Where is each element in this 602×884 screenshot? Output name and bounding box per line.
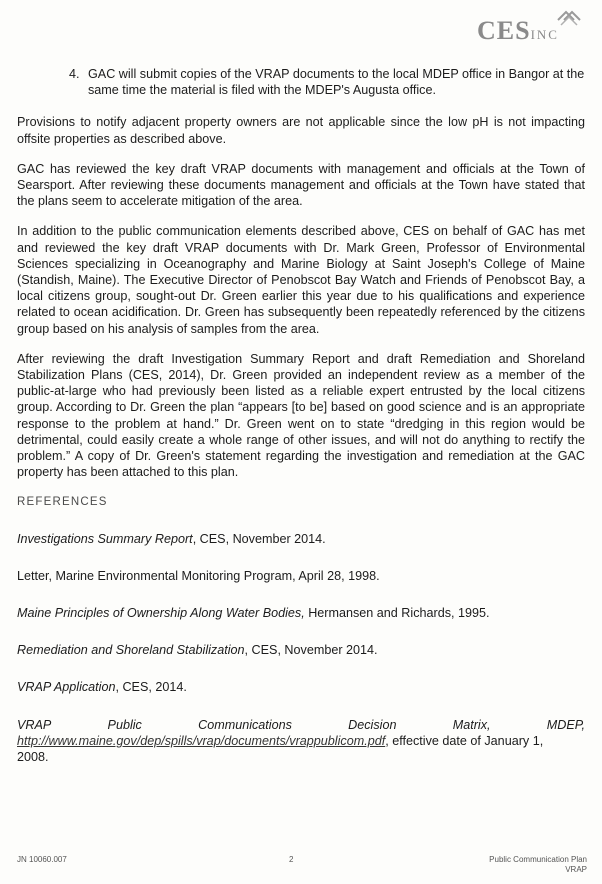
reference-item xyxy=(17,679,585,695)
reference-detail: Letter, Marine Environmental Monitoring Program, April 28, 1998. xyxy=(17,568,380,583)
reference-word: VRAP xyxy=(17,717,52,732)
paragraph-expert-review: In addition to the public communication elements described above, CES on behalf of GAC has met and reviewed the key draft VRAP documents with Dr. Mark Green, Professor of Environmental Sciences specializing in Oceanography and Marine Biology at Saint Joseph's College of Maine (Standish, Maine). The Executive Director of Penobscot Bay Watch and Friends of Penobscot Bay, a local citizens group, sought-out Dr. Green earlier this year due to his qualifications and experience related to ocean acidification. Dr. Green has subsequently been repeatedly referenced by the citizens group based on his analysis of samples from the area. xyxy=(17,224,585,336)
references-heading: REFERENCES xyxy=(17,496,108,509)
footer-document-title xyxy=(489,855,587,875)
reference-item xyxy=(17,568,585,584)
footer-doc-title: Public Communication Plan xyxy=(489,855,587,864)
footer-page-number: 2 xyxy=(289,855,294,864)
paragraph-town-review: GAC has reviewed the key draft VRAP documents with management and officials at the Town of Searsport. After reviewing these documents management and officials at the Town have stated that the plans seem to accelerate mitigation of the area. xyxy=(17,161,585,209)
reference-detail: , CES, November 2014. xyxy=(192,531,326,546)
paragraph-notification: Provisions to notify adjacent property owners are not applicable since the low pH is not impacting offsite properties as described above. xyxy=(17,115,585,146)
logo-text: CES xyxy=(477,16,531,45)
list-number: 4. xyxy=(69,67,80,81)
reference-item xyxy=(17,642,585,658)
reference-title-line xyxy=(17,717,585,733)
company-logo xyxy=(477,16,559,46)
reference-word: Public xyxy=(107,717,142,732)
page-body xyxy=(17,66,585,765)
logo-subtext: INC xyxy=(530,27,559,42)
numbered-list-item xyxy=(69,66,585,98)
reference-detail: Hermansen and Richards, 1995. xyxy=(304,606,490,621)
reference-word: Matrix, xyxy=(452,717,491,732)
reference-word: Decision xyxy=(348,717,397,732)
reference-word: MDEP, xyxy=(546,717,585,732)
reference-title: Investigations Summary Report xyxy=(17,531,193,546)
reference-item xyxy=(17,605,585,621)
reference-item xyxy=(17,531,585,547)
reference-item-vrap-matrix xyxy=(17,717,585,766)
reference-detail: , CES, November 2014. xyxy=(244,643,378,658)
reference-url-line xyxy=(17,733,585,749)
logo-chevron-icon xyxy=(556,8,582,28)
paragraph-dr-green-statement: After reviewing the draft Investigation Summary Report and draft Remediation and Shoreland Stabilization Plans (CES, 2014), Dr. Green provided an independent review as a member of the public-at-large who had previously been listed as a reliable expert entrusted by the local citizens group. According to Dr. Green the plan “appears [to be] based on good science and is an appropriate response to the problem at hand.” Dr. Green went on to state “dredging in this region would be detrimental, could easily create a whole range of other issues, and will not do anything to rectify the problem.” A copy of Dr. Green's statement regarding the investigation and remediation at the GAC property has been attached to this plan. xyxy=(17,351,585,480)
reference-year: 2008. xyxy=(17,750,49,765)
reference-title: VRAP Application xyxy=(17,680,116,695)
reference-detail: , CES, 2014. xyxy=(115,680,187,695)
list-text: GAC will submit copies of the VRAP documents to the local MDEP office in Bangor at the same time the material is filed with the MDEP's Augusta office. xyxy=(88,67,585,98)
footer-doc-subtitle: VRAP xyxy=(565,865,587,874)
reference-url-link[interactable]: http://www.maine.gov/dep/spills/vrap/documents/vrappublicom.pdf xyxy=(17,733,386,748)
reference-effective-date: , effective date of January 1, xyxy=(385,733,544,748)
reference-title: Remediation and Shoreland Stabilization xyxy=(17,643,245,658)
reference-word: Communications xyxy=(198,717,292,732)
reference-title: Maine Principles of Ownership Along Water Bodies, xyxy=(17,606,305,621)
footer-job-number: JN 10060.007 xyxy=(17,855,67,864)
